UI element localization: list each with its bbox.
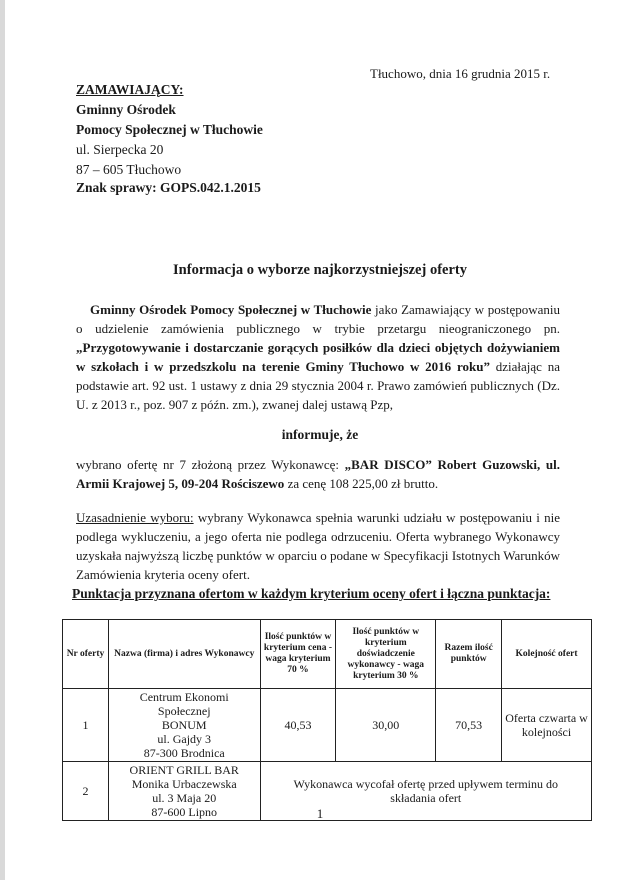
document-title: Informacja o wyborze najkorzystniejszej oferty [173, 262, 467, 278]
contractor-address-line: ul. 3 Maja 20 [152, 791, 217, 805]
contractor-name-line: Monika Urbaczewska [131, 777, 237, 791]
offer-number: 2 [63, 762, 109, 821]
case-reference: Znak sprawy: GOPS.042.1.2015 [76, 180, 261, 195]
intro-text-2: działając na podstawie art. 92 ust. 1 ustawy z dnia 29 stycznia 2004 r. Prawo zamówień publicznych (Dz. U. z 2013 r., poz. 907 z późn. zm.), zwanej dalej ustawą Pzp, [76, 359, 560, 412]
withdrawn-note: Wykonawca wycofał ofertę przed upływem terminu do składania ofert [260, 762, 591, 821]
contracting-authority-block [76, 80, 263, 180]
price-points: 40,53 [260, 689, 336, 762]
page-number: 1 [316, 806, 324, 821]
table-header-row [63, 620, 592, 689]
justification-text: wybrany Wykonawca spełnia warunki udziału w postępowaniu i nie podlega wykluczeniu, a jego oferta nie podlega odrzuceniu. Oferta wybranego Wykonawcy uzyskała najwyższą liczbę punktów w oparciu o podane w Specyfikacji Istotnych Warunków Zamówienia kryteria oceny ofert. [76, 510, 560, 582]
contractor-name [108, 689, 260, 762]
intro-authority-name: Gminny Ośrodek Pomocy Społecznej w Tłuchowie [90, 302, 372, 317]
document-date: Tłuchowo, dnia 16 grudnia 2015 r. [370, 66, 551, 81]
header-contractor-name: Nazwa (firma) i adres Wykonawcy [108, 620, 260, 689]
contractor-address-line: ul. Gajdy 3 [157, 732, 212, 746]
justification-label: Uzasadnienie wyboru: [76, 510, 194, 525]
intro-text-1: jako Zamawiający w postępowaniu o udzielenie zamówienia publicznego w trybie przetargu nieograniczonego pn. [76, 302, 561, 336]
contractor-address-line: 87-300 Brodnica [143, 746, 225, 760]
offer-number: 1 [63, 689, 109, 762]
table-row [63, 689, 592, 762]
selection-paragraph [76, 455, 560, 493]
scores-section-title: Punktacja przyznana ofertom w każdym kryterium oceny ofert i łączna punktacja: [72, 586, 551, 601]
header-price-points: Ilość punktów w kryterium cena - waga kryterium 70 % [260, 620, 336, 689]
scores-table [62, 619, 592, 821]
contractor-name-line: ORIENT GRILL BAR [129, 763, 239, 777]
selection-text-1: wybrano ofertę nr 7 złożoną przez Wykonawcę: [76, 457, 345, 472]
contracting-authority-header: ZAMAWIAJĄCY: [76, 82, 184, 97]
header-total-points: Razem ilość punktów [436, 620, 502, 689]
intro-paragraph [76, 300, 560, 414]
authority-name-line2: Pomocy Społecznej w Tłuchowie [76, 122, 263, 137]
justification-paragraph [76, 508, 560, 584]
header-ranking: Kolejność ofert [502, 620, 592, 689]
selected-contractor: „BAR DISCO” Robert Guzowski, ul. Armii Krajowej 5, 09-204 Rościszewo [76, 457, 560, 491]
header-offer-number: Nr oferty [63, 620, 109, 689]
authority-street: ul. Sierpecka 20 [76, 142, 164, 157]
total-points: 70,53 [436, 689, 502, 762]
header-experience-points: Ilość punktów w kryterium doświadczenie wykonawcy - waga kryterium 30 % [336, 620, 436, 689]
contractor-name-line: Centrum Ekonomi Społecznej [139, 690, 229, 718]
authority-name-line1: Gminny Ośrodek [76, 102, 176, 117]
authority-postal: 87 – 605 Tłuchowo [76, 162, 182, 177]
intro-tender-name: „Przygotowywanie i dostarczanie gorących posiłków dla dzieci objętych dożywianiem w szkołach i w przedszkolu na terenie Gminy Tłuchowo w 2016 roku” [76, 340, 560, 374]
informs-heading: informuje, że [281, 427, 359, 442]
experience-points: 30,00 [336, 689, 436, 762]
contractor-address-line: 87-600 Lipno [151, 805, 218, 819]
selection-price: za cenę 108 225,00 zł brutto. [284, 476, 439, 491]
ranking: Oferta czwarta w kolejności [502, 689, 592, 762]
contractor-name-line: BONUM [161, 718, 207, 732]
